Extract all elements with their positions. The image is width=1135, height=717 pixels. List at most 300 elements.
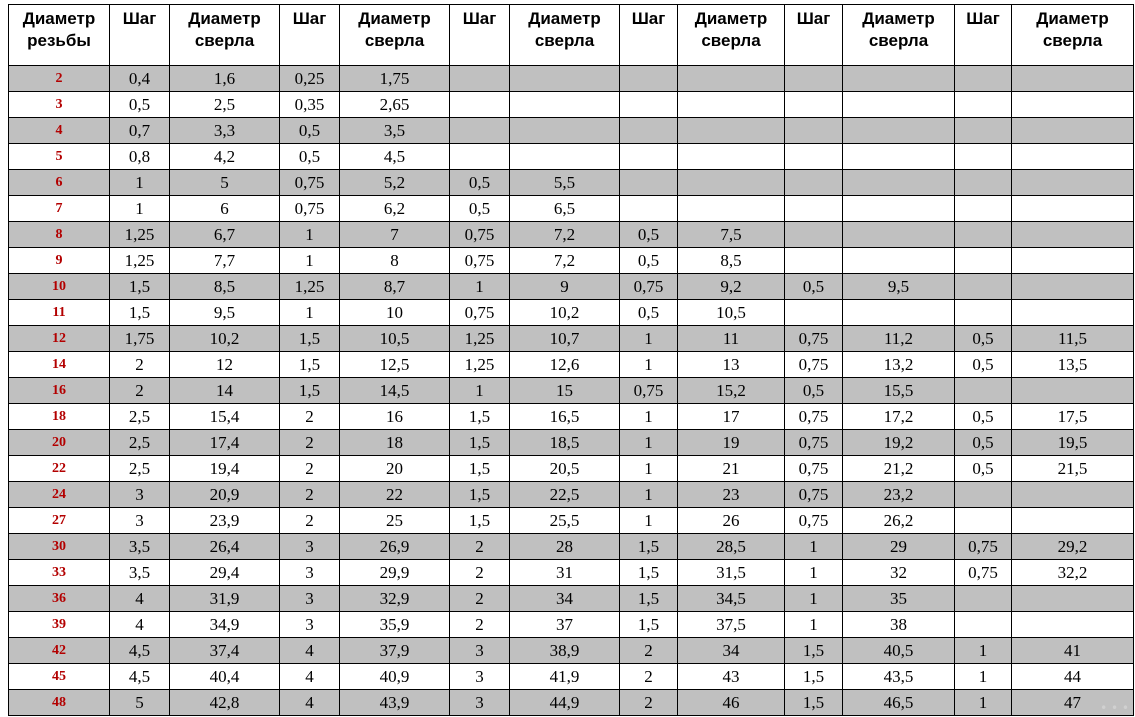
pitch-cell: 1 [620, 352, 678, 378]
pitch-cell: 4 [110, 586, 170, 612]
pitch-cell: 0,75 [785, 508, 843, 534]
drill-diameter-cell: 37,9 [340, 638, 450, 664]
pitch-cell [785, 144, 843, 170]
table-row [9, 638, 1134, 664]
drill-diameter-cell: 26 [678, 508, 785, 534]
pitch-cell [450, 118, 510, 144]
pitch-cell [785, 248, 843, 274]
pitch-cell [785, 118, 843, 144]
drill-diameter-cell [1012, 66, 1134, 92]
drill-diameter-cell: 23,2 [843, 482, 955, 508]
drill-diameter-cell: 35,9 [340, 612, 450, 638]
table-row [9, 612, 1134, 638]
table-row [9, 170, 1134, 196]
header-pitch: Шаг [620, 5, 678, 66]
pitch-cell: 3 [280, 560, 340, 586]
pitch-cell [955, 92, 1012, 118]
drill-diameter-cell: 35 [843, 586, 955, 612]
pitch-cell: 1 [620, 430, 678, 456]
drill-diameter-cell: 43,5 [843, 664, 955, 690]
drill-diameter-cell: 28,5 [678, 534, 785, 560]
drill-diameter-cell: 1,6 [170, 66, 280, 92]
pitch-cell: 0,5 [280, 118, 340, 144]
drill-diameter-cell: 19,5 [1012, 430, 1134, 456]
drill-diameter-cell: 15,5 [843, 378, 955, 404]
drill-diameter-cell: 22 [340, 482, 450, 508]
drill-diameter-cell: 38,9 [510, 638, 620, 664]
drill-diameter-cell: 9,2 [678, 274, 785, 300]
pitch-cell: 0,75 [280, 170, 340, 196]
drill-diameter-cell: 10,2 [510, 300, 620, 326]
thread-diameter-cell: 16 [9, 378, 110, 404]
pitch-cell: 1,25 [450, 326, 510, 352]
pitch-cell: 1,5 [620, 612, 678, 638]
table-row [9, 404, 1134, 430]
drill-diameter-cell: 10,2 [170, 326, 280, 352]
pitch-cell: 2 [450, 534, 510, 560]
drill-diameter-cell: 9 [510, 274, 620, 300]
pitch-cell: 3 [450, 664, 510, 690]
pitch-cell: 1 [955, 638, 1012, 664]
pitch-cell: 0,25 [280, 66, 340, 92]
drill-diameter-cell: 11,2 [843, 326, 955, 352]
pitch-cell [785, 170, 843, 196]
pitch-cell: 0,5 [785, 274, 843, 300]
table-row [9, 144, 1134, 170]
drill-diameter-cell [843, 222, 955, 248]
drill-diameter-cell [678, 170, 785, 196]
drill-diameter-cell: 14 [170, 378, 280, 404]
table-row [9, 352, 1134, 378]
pitch-cell: 4 [280, 664, 340, 690]
drill-diameter-cell: 26,2 [843, 508, 955, 534]
drill-diameter-cell: 42,8 [170, 690, 280, 716]
pitch-cell: 0,35 [280, 92, 340, 118]
pitch-cell [450, 92, 510, 118]
drill-diameter-cell: 21 [678, 456, 785, 482]
pitch-cell: 2,5 [110, 404, 170, 430]
drill-diameter-cell: 29,9 [340, 560, 450, 586]
thread-diameter-cell: 39 [9, 612, 110, 638]
drill-diameter-cell: 16 [340, 404, 450, 430]
drill-diameter-cell: 18,5 [510, 430, 620, 456]
drill-diameter-cell: 40,5 [843, 638, 955, 664]
drill-diameter-cell [843, 300, 955, 326]
pitch-cell: 1,5 [280, 378, 340, 404]
pitch-cell [955, 586, 1012, 612]
pitch-cell: 3 [280, 586, 340, 612]
pitch-cell: 1,5 [785, 664, 843, 690]
header-drill-diameter: Диаметр сверла [1012, 5, 1134, 66]
drill-diameter-cell [1012, 196, 1134, 222]
drill-diameter-cell: 43,9 [340, 690, 450, 716]
pitch-cell: 0,75 [955, 534, 1012, 560]
table-row [9, 534, 1134, 560]
thread-diameter-cell: 6 [9, 170, 110, 196]
drill-diameter-cell [843, 196, 955, 222]
drill-diameter-cell: 25,5 [510, 508, 620, 534]
pitch-cell [955, 482, 1012, 508]
pitch-cell: 5 [110, 690, 170, 716]
drill-diameter-cell: 20 [340, 456, 450, 482]
drill-diameter-cell: 29 [843, 534, 955, 560]
drill-diameter-cell: 21,5 [1012, 456, 1134, 482]
drill-diameter-cell: 40,9 [340, 664, 450, 690]
drill-diameter-cell: 17,2 [843, 404, 955, 430]
pitch-cell: 1 [110, 196, 170, 222]
drill-diameter-cell: 6,2 [340, 196, 450, 222]
pitch-cell: 1 [450, 274, 510, 300]
drill-diameter-cell: 19 [678, 430, 785, 456]
thread-diameter-cell: 20 [9, 430, 110, 456]
table-row [9, 326, 1134, 352]
drill-diameter-cell: 32,2 [1012, 560, 1134, 586]
table-body [9, 66, 1134, 716]
pitch-cell: 0,5 [450, 196, 510, 222]
drill-diameter-cell: 6,7 [170, 222, 280, 248]
pitch-cell: 0,75 [280, 196, 340, 222]
drill-diameter-cell [510, 118, 620, 144]
pitch-cell: 0,5 [955, 430, 1012, 456]
drill-diameter-cell: 41,9 [510, 664, 620, 690]
drill-diameter-cell [1012, 222, 1134, 248]
pitch-cell: 1 [785, 560, 843, 586]
pitch-cell: 1,25 [110, 248, 170, 274]
thread-diameter-cell: 18 [9, 404, 110, 430]
pitch-cell: 2 [620, 638, 678, 664]
drill-diameter-cell [843, 118, 955, 144]
thread-diameter-cell: 24 [9, 482, 110, 508]
pitch-cell: 2,5 [110, 430, 170, 456]
header-drill-diameter: Диаметр сверла [340, 5, 450, 66]
drill-diameter-cell: 43 [678, 664, 785, 690]
drill-diameter-cell: 17,5 [1012, 404, 1134, 430]
header-drill-diameter: Диаметр сверла [170, 5, 280, 66]
drill-diameter-cell: 13,2 [843, 352, 955, 378]
drill-diameter-cell [843, 170, 955, 196]
table-row [9, 378, 1134, 404]
table-row [9, 560, 1134, 586]
drill-diameter-cell: 37,4 [170, 638, 280, 664]
drill-diameter-cell: 34,9 [170, 612, 280, 638]
drill-diameter-cell: 10,5 [340, 326, 450, 352]
table-row [9, 430, 1134, 456]
table-row [9, 222, 1134, 248]
pitch-cell: 0,5 [620, 300, 678, 326]
pitch-cell: 2 [450, 586, 510, 612]
drill-diameter-cell: 2,5 [170, 92, 280, 118]
pitch-cell: 0,75 [785, 404, 843, 430]
pitch-cell: 0,5 [955, 404, 1012, 430]
drill-diameter-cell: 17 [678, 404, 785, 430]
pitch-cell: 1,25 [450, 352, 510, 378]
table-row [9, 586, 1134, 612]
drill-diameter-cell [1012, 92, 1134, 118]
drill-diameter-cell: 31,5 [678, 560, 785, 586]
pitch-cell [955, 508, 1012, 534]
pitch-cell [785, 222, 843, 248]
pitch-cell: 0,5 [620, 222, 678, 248]
pitch-cell: 0,4 [110, 66, 170, 92]
drill-diameter-cell: 41 [1012, 638, 1134, 664]
drill-diameter-cell: 3,3 [170, 118, 280, 144]
thread-diameter-cell: 36 [9, 586, 110, 612]
table-row [9, 508, 1134, 534]
pitch-cell: 4 [110, 612, 170, 638]
drill-diameter-cell [1012, 378, 1134, 404]
thread-diameter-cell: 27 [9, 508, 110, 534]
pitch-cell: 0,75 [450, 300, 510, 326]
drill-diameter-cell: 4,5 [340, 144, 450, 170]
header-pitch: Шаг [955, 5, 1012, 66]
drill-diameter-cell: 44,9 [510, 690, 620, 716]
pitch-cell: 3,5 [110, 560, 170, 586]
pitch-cell: 4 [280, 638, 340, 664]
table-row [9, 66, 1134, 92]
drill-diameter-cell: 25 [340, 508, 450, 534]
drill-diameter-cell: 11,5 [1012, 326, 1134, 352]
pitch-cell [785, 92, 843, 118]
pitch-cell: 2 [620, 690, 678, 716]
drill-diameter-cell [1012, 300, 1134, 326]
thread-diameter-cell: 4 [9, 118, 110, 144]
pitch-cell [955, 300, 1012, 326]
pitch-cell: 0,75 [785, 326, 843, 352]
pitch-cell: 2 [450, 612, 510, 638]
pitch-cell: 1 [280, 300, 340, 326]
pitch-cell: 3 [450, 690, 510, 716]
pitch-cell: 0,5 [785, 378, 843, 404]
pitch-cell: 1,5 [450, 456, 510, 482]
pitch-cell: 1,5 [450, 482, 510, 508]
drill-diameter-cell: 44 [1012, 664, 1134, 690]
drill-diameter-cell: 7,2 [510, 248, 620, 274]
drill-diameter-cell: 19,4 [170, 456, 280, 482]
pitch-cell [955, 274, 1012, 300]
drill-diameter-cell [678, 118, 785, 144]
table-row [9, 92, 1134, 118]
drill-diameter-cell: 38 [843, 612, 955, 638]
drill-diameter-cell [510, 66, 620, 92]
thread-drill-table [8, 4, 1134, 716]
drill-diameter-cell: 7 [340, 222, 450, 248]
drill-diameter-cell: 14,5 [340, 378, 450, 404]
pitch-cell: 1,5 [280, 326, 340, 352]
pitch-cell: 1,5 [620, 534, 678, 560]
watermark: • • • [1100, 701, 1129, 715]
pitch-cell: 1 [110, 170, 170, 196]
pitch-cell: 3,5 [110, 534, 170, 560]
drill-diameter-cell: 23,9 [170, 508, 280, 534]
table-row [9, 118, 1134, 144]
table-row [9, 274, 1134, 300]
header-pitch: Шаг [110, 5, 170, 66]
drill-diameter-cell [678, 66, 785, 92]
thread-diameter-cell: 3 [9, 92, 110, 118]
pitch-cell: 3 [280, 534, 340, 560]
pitch-cell: 1 [620, 456, 678, 482]
drill-diameter-cell: 13,5 [1012, 352, 1134, 378]
drill-diameter-cell [1012, 612, 1134, 638]
drill-diameter-cell: 7,7 [170, 248, 280, 274]
pitch-cell: 0,75 [450, 248, 510, 274]
drill-diameter-cell [843, 66, 955, 92]
drill-diameter-cell: 23 [678, 482, 785, 508]
drill-diameter-cell: 10 [340, 300, 450, 326]
pitch-cell [955, 612, 1012, 638]
pitch-cell: 2,5 [110, 456, 170, 482]
pitch-cell: 3 [450, 638, 510, 664]
pitch-cell: 1,5 [450, 508, 510, 534]
thread-diameter-cell: 11 [9, 300, 110, 326]
drill-diameter-cell: 34 [678, 638, 785, 664]
drill-diameter-cell: 18 [340, 430, 450, 456]
pitch-cell: 3 [280, 612, 340, 638]
table-row [9, 196, 1134, 222]
pitch-cell: 1,5 [620, 560, 678, 586]
pitch-cell: 0,75 [450, 222, 510, 248]
table-row [9, 300, 1134, 326]
drill-diameter-cell [1012, 274, 1134, 300]
header-drill-diameter: Диаметр сверла [843, 5, 955, 66]
header-pitch: Шаг [785, 5, 843, 66]
pitch-cell [620, 66, 678, 92]
drill-diameter-cell: 2,65 [340, 92, 450, 118]
drill-diameter-cell: 3,5 [340, 118, 450, 144]
drill-diameter-cell [510, 92, 620, 118]
pitch-cell: 1 [620, 404, 678, 430]
pitch-cell: 1 [620, 326, 678, 352]
pitch-cell [785, 196, 843, 222]
drill-diameter-cell: 21,2 [843, 456, 955, 482]
drill-diameter-cell: 34 [510, 586, 620, 612]
pitch-cell: 4,5 [110, 664, 170, 690]
pitch-cell [955, 222, 1012, 248]
thread-diameter-cell: 42 [9, 638, 110, 664]
pitch-cell [955, 378, 1012, 404]
drill-diameter-cell: 31,9 [170, 586, 280, 612]
pitch-cell: 1,25 [110, 222, 170, 248]
drill-diameter-cell: 11 [678, 326, 785, 352]
drill-diameter-cell: 16,5 [510, 404, 620, 430]
drill-diameter-cell: 29,2 [1012, 534, 1134, 560]
pitch-cell: 0,5 [280, 144, 340, 170]
pitch-cell: 1 [450, 378, 510, 404]
drill-diameter-cell: 9,5 [170, 300, 280, 326]
drill-diameter-cell: 29,4 [170, 560, 280, 586]
drill-diameter-cell: 8,7 [340, 274, 450, 300]
drill-diameter-cell: 7,5 [678, 222, 785, 248]
drill-diameter-cell: 34,5 [678, 586, 785, 612]
drill-diameter-cell: 13 [678, 352, 785, 378]
drill-diameter-cell: 22,5 [510, 482, 620, 508]
pitch-cell: 0,8 [110, 144, 170, 170]
drill-diameter-cell: 26,4 [170, 534, 280, 560]
pitch-cell: 2 [280, 482, 340, 508]
pitch-cell [955, 196, 1012, 222]
pitch-cell [785, 300, 843, 326]
pitch-cell: 2 [110, 378, 170, 404]
drill-diameter-cell: 8 [340, 248, 450, 274]
pitch-cell [955, 118, 1012, 144]
drill-diameter-cell [510, 144, 620, 170]
pitch-cell: 1 [280, 248, 340, 274]
pitch-cell: 1 [280, 222, 340, 248]
table-row [9, 664, 1134, 690]
drill-diameter-cell [1012, 144, 1134, 170]
drill-diameter-cell: 5,5 [510, 170, 620, 196]
drill-diameter-cell: 28 [510, 534, 620, 560]
thread-diameter-cell: 9 [9, 248, 110, 274]
pitch-cell: 0,5 [955, 456, 1012, 482]
drill-diameter-cell: 26,9 [340, 534, 450, 560]
drill-diameter-cell: 5 [170, 170, 280, 196]
pitch-cell: 1,5 [450, 404, 510, 430]
pitch-cell: 1,5 [110, 300, 170, 326]
pitch-cell: 1,5 [450, 430, 510, 456]
drill-diameter-cell [1012, 170, 1134, 196]
pitch-cell: 0,75 [785, 352, 843, 378]
drill-diameter-cell [1012, 508, 1134, 534]
pitch-cell: 0,75 [620, 274, 678, 300]
thread-diameter-cell: 5 [9, 144, 110, 170]
pitch-cell: 1,5 [280, 352, 340, 378]
drill-diameter-cell [843, 92, 955, 118]
drill-diameter-cell: 46,5 [843, 690, 955, 716]
drill-diameter-cell: 9,5 [843, 274, 955, 300]
pitch-cell: 3 [110, 508, 170, 534]
pitch-cell: 2 [280, 404, 340, 430]
thread-diameter-cell: 10 [9, 274, 110, 300]
pitch-cell [785, 66, 843, 92]
drill-diameter-cell: 15 [510, 378, 620, 404]
table-row [9, 482, 1134, 508]
drill-diameter-cell: 7,2 [510, 222, 620, 248]
pitch-cell: 0,75 [785, 482, 843, 508]
drill-diameter-cell: 12,5 [340, 352, 450, 378]
drill-diameter-cell: 10,5 [678, 300, 785, 326]
pitch-cell: 1,25 [280, 274, 340, 300]
table-row [9, 248, 1134, 274]
pitch-cell: 3 [110, 482, 170, 508]
thread-diameter-cell: 8 [9, 222, 110, 248]
drill-diameter-cell: 47 [1012, 690, 1134, 716]
pitch-cell: 2 [280, 430, 340, 456]
drill-diameter-cell: 32 [843, 560, 955, 586]
pitch-cell: 0,5 [110, 92, 170, 118]
pitch-cell: 1,5 [785, 638, 843, 664]
pitch-cell [450, 144, 510, 170]
pitch-cell [955, 144, 1012, 170]
pitch-cell: 2 [110, 352, 170, 378]
pitch-cell: 2 [450, 560, 510, 586]
drill-diameter-cell: 4,2 [170, 144, 280, 170]
header-pitch: Шаг [450, 5, 510, 66]
drill-diameter-cell: 1,75 [340, 66, 450, 92]
pitch-cell: 2 [280, 456, 340, 482]
pitch-cell: 0,5 [620, 248, 678, 274]
pitch-cell: 4,5 [110, 638, 170, 664]
pitch-cell: 0,75 [785, 456, 843, 482]
pitch-cell [955, 66, 1012, 92]
drill-diameter-cell: 20,9 [170, 482, 280, 508]
drill-diameter-cell: 15,4 [170, 404, 280, 430]
pitch-cell: 1 [785, 534, 843, 560]
drill-diameter-cell: 12 [170, 352, 280, 378]
drill-diameter-cell: 6,5 [510, 196, 620, 222]
pitch-cell: 1 [620, 508, 678, 534]
drill-diameter-cell: 8,5 [678, 248, 785, 274]
